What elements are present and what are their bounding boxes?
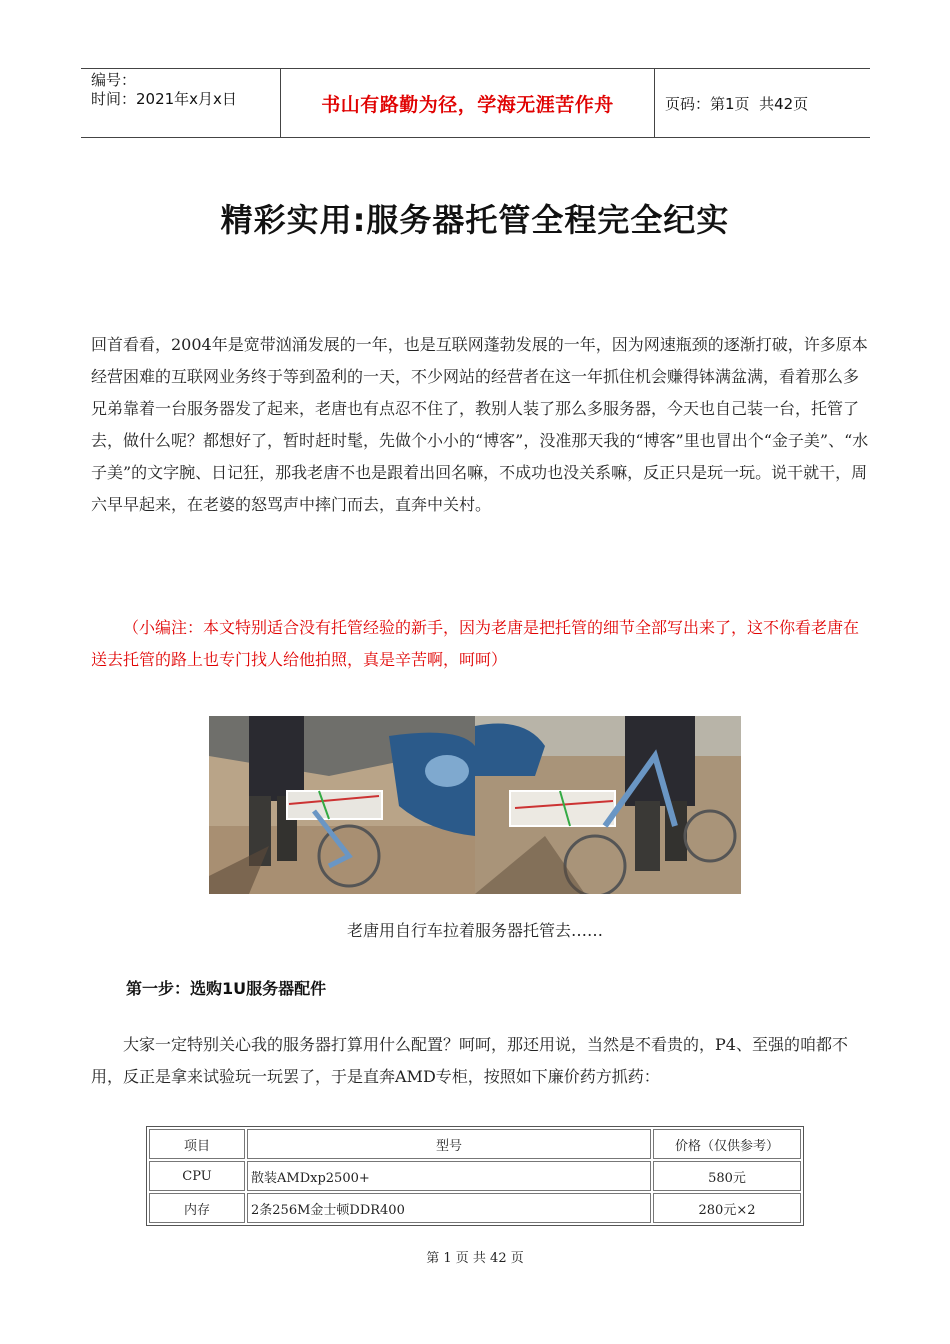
page-footer: 第 1 页 共 42 页 — [426, 1251, 524, 1266]
photo-caption: 老唐用自行车拉着服务器托管去…… — [346, 921, 603, 940]
table-cell: 内存 — [149, 1193, 245, 1223]
editor-note — [91, 612, 871, 676]
table-header-row — [149, 1129, 801, 1159]
photo-row — [209, 716, 741, 894]
step1-paragraph — [91, 1029, 871, 1093]
step1-heading: 第一步：选购1U服务器配件 — [126, 979, 327, 998]
bicycle-photo-right — [475, 716, 741, 894]
parts-table — [146, 1126, 804, 1226]
page-header — [81, 68, 870, 138]
table-cell: 580元 — [653, 1161, 801, 1191]
header-page-info — [655, 69, 870, 137]
header-motto: 书山有路勤为径，学海无涯苦作舟 — [281, 69, 655, 137]
table-row — [149, 1161, 801, 1191]
document-title: 精彩实用:服务器托管全程完全纪实 — [220, 201, 730, 239]
page-info-text: 页码：第1页 共42页 — [665, 94, 809, 113]
header-meta — [81, 69, 281, 137]
doc-number-label: 编号： — [91, 71, 137, 89]
table-cell: 2条256M金士顿DDR400 — [247, 1193, 651, 1223]
intro-paragraph: 回首看看，2004年是宽带汹涌发展的一年，也是互联网蓬勃发展的一年，因为网速瓶颈的逐渐打破，许多原本经营困难的互联网业务终于等到盈利的一天，不少网站的经营者在这一年抓住机会赚得钵满盆满，看着那么多兄弟靠着一台服务器发了起来，老唐也有点忍不住了，教别人装了那么多服务器，今天也自己装一台，托管了去，做什么呢？都想好了，暂时赶时髦，先做个小小的“博客”，没准那天我的“博客”里也冒出个“金子美”、“水子美”的文字腕、日记狂，那我老唐不也是跟着出回名嘛，不成功也没关系嘛，反正只是玩一玩。说干就干，周六早早起来，在老婆的怒骂声中摔门而去，直奔中关村。 — [91, 335, 869, 514]
table-header-model: 型号 — [247, 1129, 651, 1159]
table-header-item: 项目 — [149, 1129, 245, 1159]
step1-text: 大家一定特别关心我的服务器打算用什么配置？呵呵，那还用说，当然是不看贵的，P4、至强的咱都不用，反正是拿来试验玩一玩罢了，于是直奔AMD专柜，按照如下廉价药方抓药： — [91, 1035, 848, 1086]
table-row — [149, 1193, 801, 1223]
bicycle-photo-left — [209, 716, 475, 894]
time-label: 时间：2021年x月x日 — [91, 90, 237, 108]
table-cell: CPU — [149, 1161, 245, 1191]
editor-note-text: （小编注：本文特别适合没有托管经验的新手，因为老唐是把托管的细节全部写出来了，这不你看老唐在送去托管的路上也专门找人给他拍照，真是辛苦啊，呵呵） — [91, 618, 860, 669]
table-cell: 散装AMDxp2500+ — [247, 1161, 651, 1191]
table-cell: 280元×2 — [653, 1193, 801, 1223]
table-header-price: 价格（仅供参考） — [653, 1129, 801, 1159]
